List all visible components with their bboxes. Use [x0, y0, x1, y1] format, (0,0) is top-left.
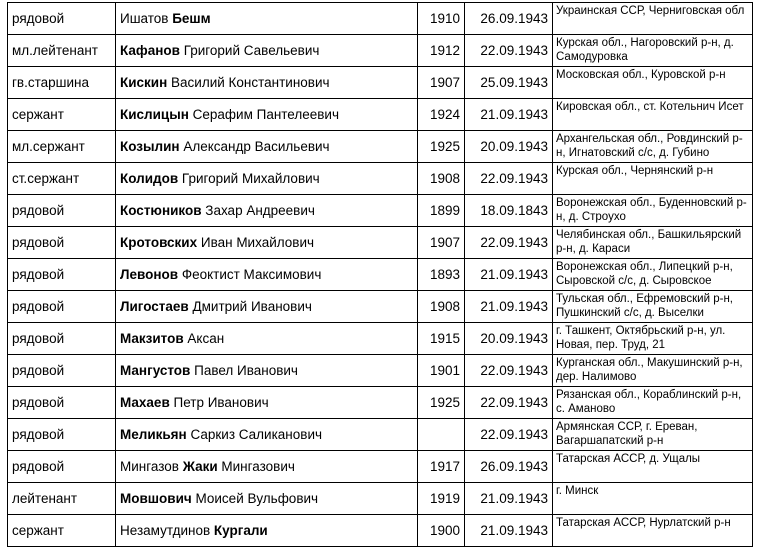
rank-cell: рядовой: [8, 323, 116, 355]
birthplace-cell: Татарская АССР, д. Ущалы: [553, 451, 753, 483]
table-row: [8, 35, 753, 67]
death-date-cell: 21.09.1943: [465, 259, 553, 291]
name-part: Петр Иванович: [169, 394, 269, 410]
name-cell: [116, 99, 418, 131]
name-cell: [116, 483, 418, 515]
birth-year-cell: 1900: [418, 515, 465, 547]
rank-cell: рядовой: [8, 227, 116, 259]
name-bold-part: Козылин: [120, 138, 180, 154]
birthplace-cell: г. Ташкент, Октябрьский р-н, ул. Новая, пер. Труд, 21: [553, 323, 753, 355]
birthplace-cell: Воронежская обл., Липецкий р-н, Сыровской с/с, д. Сыровское: [553, 259, 753, 291]
rank-cell: лейтенант: [8, 483, 116, 515]
name-part: Мингазов: [120, 458, 183, 474]
name-part: Мингазович: [217, 458, 295, 474]
table-row: [8, 323, 753, 355]
birth-year-cell: 1908: [418, 163, 465, 195]
birth-year-cell: 1910: [418, 3, 465, 35]
birthplace-cell: Рязанская обл., Кораблинский р-н, с. Аманово: [553, 387, 753, 419]
birthplace-cell: Курская обл., Нагоровский р-н, д. Самодуровка: [553, 35, 753, 67]
table-row: [8, 515, 753, 547]
birthplace-cell: г. Минск: [553, 483, 753, 515]
birth-year-cell: 1907: [418, 227, 465, 259]
birth-year-cell: 1899: [418, 195, 465, 227]
name-bold-part: Кургали: [213, 522, 268, 538]
table-row: [8, 99, 753, 131]
table-row: [8, 67, 753, 99]
birth-year-cell: 1915: [418, 323, 465, 355]
rank-cell: рядовой: [8, 419, 116, 451]
death-date-cell: 18.09.1843: [465, 195, 553, 227]
birthplace-cell: Архангельская обл., Ровдинский р-н, Игнатовский с/с, д. Губино: [553, 131, 753, 163]
birthplace-cell: Московская обл., Куровской р-н: [553, 67, 753, 99]
birthplace-cell: Курганская обл., Макушинский р-н, дер. Налимово: [553, 355, 753, 387]
birth-year-cell: 1893: [418, 259, 465, 291]
rank-cell: гв.старшина: [8, 67, 116, 99]
death-date-cell: 21.09.1943: [465, 291, 553, 323]
name-part: Ишатов: [120, 10, 173, 26]
name-part: Аксан: [183, 330, 225, 346]
name-bold-part: Мовшович: [120, 490, 192, 506]
name-bold-part: Меликьян: [120, 426, 187, 442]
name-part: Дмитрий Иванович: [188, 298, 312, 314]
table-row: [8, 451, 753, 483]
name-part: Александр Васильевич: [179, 138, 330, 154]
name-cell: [116, 195, 418, 227]
name-cell: [116, 67, 418, 99]
rank-cell: рядовой: [8, 3, 116, 35]
name-bold-part: Левонов: [120, 266, 179, 282]
death-date-cell: 22.09.1943: [465, 227, 553, 259]
name-bold-part: Колидов: [120, 170, 179, 186]
table-row: [8, 3, 753, 35]
death-date-cell: 21.09.1943: [465, 483, 553, 515]
death-date-cell: 21.09.1943: [465, 515, 553, 547]
birthplace-cell: Челябинская обл., Башкильярский р-н, д. Караси: [553, 227, 753, 259]
name-cell: [116, 163, 418, 195]
birth-year-cell: [418, 419, 465, 451]
death-date-cell: 22.09.1943: [465, 419, 553, 451]
name-part: Павел Иванович: [190, 362, 298, 378]
name-part: Григорий Михайлович: [178, 170, 320, 186]
birth-year-cell: 1925: [418, 387, 465, 419]
birthplace-cell: Воронежская обл., Буденновский р-н, д. Строухо: [553, 195, 753, 227]
death-date-cell: 26.09.1943: [465, 3, 553, 35]
name-bold-part: Махаев: [120, 394, 170, 410]
name-bold-part: Лигостаев: [120, 298, 189, 314]
rank-cell: сержант: [8, 515, 116, 547]
birth-year-cell: 1919: [418, 483, 465, 515]
death-date-cell: 26.09.1943: [465, 451, 553, 483]
birth-year-cell: 1924: [418, 99, 465, 131]
rank-cell: рядовой: [8, 355, 116, 387]
table-row: [8, 419, 753, 451]
birth-year-cell: 1917: [418, 451, 465, 483]
death-date-cell: 20.09.1943: [465, 131, 553, 163]
name-bold-part: Кискин: [120, 74, 168, 90]
birth-year-cell: 1901: [418, 355, 465, 387]
table-row: [8, 291, 753, 323]
table-body: [8, 3, 753, 547]
rank-cell: рядовой: [8, 259, 116, 291]
death-date-cell: 20.09.1943: [465, 323, 553, 355]
name-part: Моисей Вульфович: [191, 490, 319, 506]
table-row: [8, 355, 753, 387]
name-cell: [116, 3, 418, 35]
rank-cell: рядовой: [8, 291, 116, 323]
birthplace-cell: Курская обл., Чернянский р-н: [553, 163, 753, 195]
table-row: [8, 483, 753, 515]
name-cell: [116, 323, 418, 355]
name-bold-part: Кротовских: [120, 234, 198, 250]
name-part: Феоктист Максимович: [178, 266, 322, 282]
rank-cell: мл.сержант: [8, 131, 116, 163]
table-row: [8, 163, 753, 195]
death-date-cell: 22.09.1943: [465, 387, 553, 419]
name-part: Саркиз Саликанович: [186, 426, 323, 442]
name-cell: [116, 227, 418, 259]
birthplace-cell: Украинская ССР, Черниговская обл: [553, 3, 753, 35]
birth-year-cell: 1908: [418, 291, 465, 323]
death-date-cell: 22.09.1943: [465, 355, 553, 387]
name-bold-part: Жаки: [182, 458, 218, 474]
name-cell: [116, 419, 418, 451]
rank-cell: мл.лейтенант: [8, 35, 116, 67]
name-cell: [116, 355, 418, 387]
name-cell: [116, 387, 418, 419]
name-cell: [116, 131, 418, 163]
name-part: Захар Андреевич: [201, 202, 315, 218]
death-date-cell: 21.09.1943: [465, 99, 553, 131]
burial-list-table: [7, 2, 753, 547]
name-bold-part: Кислицын: [120, 106, 189, 122]
table-row: [8, 227, 753, 259]
name-bold-part: Бешм: [172, 10, 211, 26]
name-cell: [116, 259, 418, 291]
birthplace-cell: Армянская ССР, г. Ереван, Вагаршапатский р-н: [553, 419, 753, 451]
death-date-cell: 22.09.1943: [465, 163, 553, 195]
table-row: [8, 131, 753, 163]
rank-cell: рядовой: [8, 387, 116, 419]
name-part: Григорий Савельевич: [179, 42, 320, 58]
name-cell: [116, 35, 418, 67]
birth-year-cell: 1907: [418, 67, 465, 99]
name-bold-part: Мангустов: [120, 362, 191, 378]
birthplace-cell: Кировская обл., ст. Котельнич Исет: [553, 99, 753, 131]
name-part: Василий Константинович: [167, 74, 330, 90]
death-date-cell: 25.09.1943: [465, 67, 553, 99]
name-part: Иван Михайлович: [197, 234, 315, 250]
name-cell: [116, 291, 418, 323]
table-row: [8, 195, 753, 227]
name-bold-part: Кафанов: [120, 42, 180, 58]
rank-cell: сержант: [8, 99, 116, 131]
name-cell: [116, 451, 418, 483]
name-part: Серафим Пантелеевич: [188, 106, 340, 122]
death-date-cell: 22.09.1943: [465, 35, 553, 67]
name-bold-part: Костюников: [120, 202, 202, 218]
birth-year-cell: 1925: [418, 131, 465, 163]
name-part: Незамутдинов: [120, 522, 214, 538]
birthplace-cell: Татарская АССР, Нурлатский р-н: [553, 515, 753, 547]
rank-cell: ст.сержант: [8, 163, 116, 195]
rank-cell: рядовой: [8, 451, 116, 483]
name-bold-part: Макзитов: [120, 330, 184, 346]
birth-year-cell: 1912: [418, 35, 465, 67]
table-row: [8, 259, 753, 291]
name-cell: [116, 515, 418, 547]
birthplace-cell: Тульская обл., Ефремовский р-н, Пушкинский с/с, д. Выселки: [553, 291, 753, 323]
table-row: [8, 387, 753, 419]
rank-cell: рядовой: [8, 195, 116, 227]
